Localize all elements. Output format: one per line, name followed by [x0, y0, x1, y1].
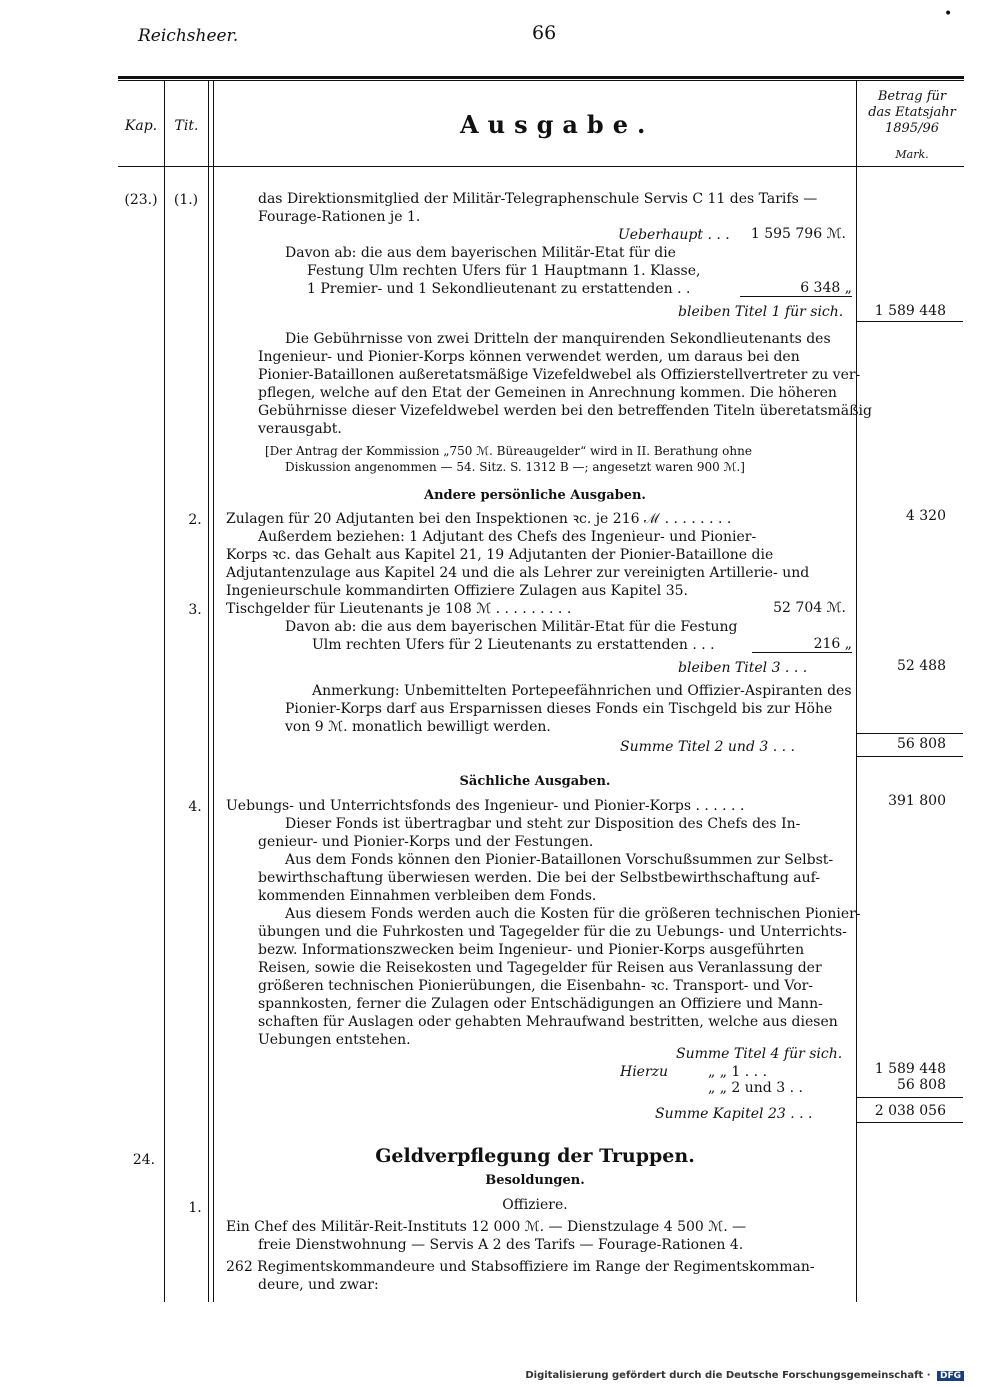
text-line: Zulagen für 20 Adjutanten bei den Inspektionen ꝛc. je 216 ℳ . . . . . . . . — [226, 511, 732, 527]
text-line: von 9 ℳ. monatlich bewilligt werden. — [285, 719, 551, 735]
text-line: Uebungs- und Unterrichtsfonds des Ingenieur- und Pionier-Korps . . . . . . — [226, 798, 745, 814]
page-number: 66 — [532, 22, 557, 44]
col-head-tit: Tit. — [174, 118, 199, 134]
amount: 1 589 448 — [874, 303, 946, 319]
sum-rule — [857, 733, 963, 734]
text-line: pflegen, welche auf den Etat der Gemeinen in Anrechnung kommen. Die höheren — [258, 385, 837, 401]
sum-rule — [857, 756, 963, 757]
text-line: verausgabt. — [258, 421, 342, 437]
summe-kapitel-label: Summe Kapitel 23 . . . — [655, 1106, 813, 1122]
text-line: Festung Ulm rechten Ufers für 1 Hauptmann 1. Klasse, — [307, 263, 701, 279]
text-line: Ingenieur- und Pionier-Korps können verwendet werden, um daraus bei den — [258, 349, 800, 365]
section-heading: Sächliche Ausgaben. — [459, 774, 611, 789]
top-rule-thin — [118, 80, 964, 81]
text-line: Die Gebührnisse von zwei Dritteln der manquirenden Sekondlieutenants des — [285, 331, 831, 347]
amount: 2 038 056 — [874, 1103, 946, 1119]
text-line: Reisen, sowie die Reisekosten und Tagegelder für Reisen aus Veranlassung der — [258, 960, 822, 976]
bleiben-label: bleiben Titel 3 . . . — [678, 660, 808, 676]
sum-rule — [857, 1122, 963, 1123]
text-line: Uebungen entstehen. — [258, 1032, 411, 1048]
amount: 52 488 — [897, 658, 946, 674]
text-line: Dieser Fonds ist übertragbar und steht zur Disposition des Chefs des In- — [285, 816, 801, 832]
text-line: bezw. Informationszwecken beim Ingenieur- und Pionier-Korps ausgeführten — [258, 942, 805, 958]
text-line: spannkosten, ferner die Zulagen oder Entschädigungen an Offiziere und Mann- — [258, 996, 823, 1012]
kap-label: (23.) — [124, 192, 158, 208]
amount: 391 800 — [888, 793, 946, 809]
hierzu-row-label: „ „ 1 . . . — [708, 1064, 768, 1080]
text-line: genieur- und Pionier-Korps und der Festungen. — [258, 834, 594, 850]
running-header: Reichsheer. — [138, 26, 239, 46]
tit-label: 2. — [188, 512, 202, 528]
text-line: Davon ab: die aus dem bayerischen Militär-Etat für die — [285, 245, 676, 261]
tit-label: 4. — [188, 799, 202, 815]
kap-label: 24. — [132, 1152, 156, 1168]
ueberhaupt-value: 1 595 796 ℳ. — [750, 226, 846, 242]
hierzu-row-label: „ „ 2 und 3 . . — [708, 1080, 803, 1096]
text-line: Adjutantenzulage aus Kapitel 24 und die als Lehrer zur vereinigten Artillerie- und — [226, 565, 810, 581]
text-line: schaften für Auslagen oder gehabten Mehraufwand bestritten, welche aus diesen — [258, 1014, 838, 1030]
tit-label: (1.) — [173, 192, 199, 208]
davon-value: 6 348 „ — [740, 280, 852, 297]
text-line: Pionier-Bataillonen außeretatsmäßige Vizefeldwebel als Offizierstellvertreter zu ver- — [258, 367, 861, 383]
davon-value: 216 „ — [752, 636, 852, 653]
text-line: das Direktionsmitglied der Militär-Telegraphenschule Servis C 11 des Tarifs — — [258, 191, 818, 207]
tit-label: 3. — [188, 602, 202, 618]
text-line: Ulm rechten Ufers für 2 Lieutenants zu erstattenden . . . — [312, 637, 715, 653]
text-line: bewirthschaftung überwiesen werden. Die bei der Selbstbewirthschaftung auf- — [258, 870, 821, 886]
text-line: 262 Regimentskommandeure und Stabsoffiziere im Range der Regimentskomman- — [226, 1259, 815, 1275]
amount: 56 808 — [897, 736, 946, 752]
column-divider-text — [213, 80, 214, 1302]
bleiben-label: bleiben Titel 1 für sich. — [678, 304, 844, 320]
text-line: größeren technischen Pionierübungen, die Eisenbahn- ꝛc. Transport- und Vor- — [258, 978, 814, 994]
column-divider-kap — [164, 80, 165, 1302]
top-rule — [118, 76, 964, 79]
text-line: deure, und zwar: — [258, 1277, 379, 1293]
bracket-line: Diskussion angenommen — 54. Sitz. S. 1312 B —; angesetzt waren 900 ℳ.] — [285, 460, 745, 474]
section-heading: Andere persönliche Ausgaben. — [424, 488, 646, 503]
speck-mark: • — [944, 6, 953, 22]
text-line: übungen und die Fuhrkosten und Tagegelder für die zu Uebungs- und Unterrichts- — [258, 924, 847, 940]
footer-text: Digitalisierung gefördert durch die Deutsche Forschungsgemeinschaft · — [525, 1370, 931, 1381]
text-line: Davon ab: die aus dem bayerischen Militär-Etat für die Festung — [285, 619, 738, 635]
text-line: Anmerkung: Unbemittelten Portepeefähnrichen und Offizier-Aspiranten des — [312, 683, 852, 699]
dfg-logo: DFG — [937, 1371, 964, 1381]
text-line: Korps ꝛc. das Gehalt aus Kapitel 21, 19 Adjutanten der Pionier-Bataillone die — [226, 547, 774, 563]
text-line: Aus diesem Fonds werden auch die Kosten für die größeren technischen Pionier- — [285, 906, 861, 922]
footer-credit — [525, 1370, 964, 1381]
text-line: 1 Premier- und 1 Sekondlieutenant zu erstattenden . . — [307, 281, 691, 297]
sum-rule — [857, 321, 963, 322]
summe-label: Summe Titel 4 für sich. — [676, 1046, 843, 1062]
sub-amount: 52 704 ℳ. — [773, 600, 846, 616]
text-line: Ein Chef des Militär-Reit-Instituts 12 000 ℳ. — Dienstzulage 4 500 ℳ. — — [226, 1219, 747, 1235]
col-head-unit: Mark. — [895, 148, 929, 161]
ueberhaupt-label: Ueberhaupt . . . — [618, 227, 730, 243]
page-title: Ausgabe. — [460, 110, 655, 139]
text-line: kommenden Einnahmen verbleiben dem Fonds. — [258, 888, 597, 904]
text-line: Aus dem Fonds können den Pionier-Bataillonen Vorschußsummen zur Selbst- — [285, 852, 834, 868]
betrag-line: 1895/96 — [884, 121, 939, 136]
tit-label: 1. — [188, 1200, 202, 1216]
column-divider-betrag — [856, 80, 857, 1302]
text-line: Ingenieurschule kommandirten Offiziere Zulagen aus Kapitel 35. — [226, 583, 688, 599]
betrag-line: das Etatsjahr — [868, 105, 956, 120]
betrag-line: Betrag für — [877, 89, 947, 104]
header-bottom-rule — [118, 166, 964, 167]
col-head-kap: Kap. — [124, 118, 158, 134]
column-divider-tit — [208, 80, 209, 1302]
bracket-line: [Der Antrag der Kommission „750 ℳ. Büreaugelder“ wird in II. Berathung ohne — [265, 444, 752, 458]
chapter-title: Geldverpflegung der Truppen. — [375, 1145, 695, 1167]
text-line: Tischgelder für Lieutenants je 108 ℳ . . . . . . . . . — [226, 601, 572, 617]
hierzu-label: Hierzu — [620, 1064, 669, 1080]
sum-rule — [857, 1097, 963, 1098]
text-line: Gebührnisse dieser Vizefeldwebel werden bei den betreffenden Titeln überetatsmäßig — [258, 403, 872, 419]
amount: 1 589 448 — [874, 1061, 946, 1077]
subsection-heading: Offiziere. — [502, 1197, 568, 1213]
text-line: Fourage-Rationen je 1. — [258, 209, 421, 225]
amount: 4 320 — [905, 508, 946, 524]
text-line: Pionier-Korps darf aus Ersparnissen dieses Fonds ein Tischgeld bis zur Höhe — [285, 701, 833, 717]
text-line: freie Dienstwohnung — Servis A 2 des Tarifs — Fourage-Rationen 4. — [258, 1237, 744, 1253]
section-heading: Besoldungen. — [485, 1173, 585, 1188]
text-line: Außerdem beziehen: 1 Adjutant des Chefs des Ingenieur- und Pionier- — [258, 529, 757, 545]
summe-label: Summe Titel 2 und 3 . . . — [620, 739, 795, 755]
col-head-betrag — [862, 89, 962, 137]
amount: 56 808 — [897, 1077, 946, 1093]
